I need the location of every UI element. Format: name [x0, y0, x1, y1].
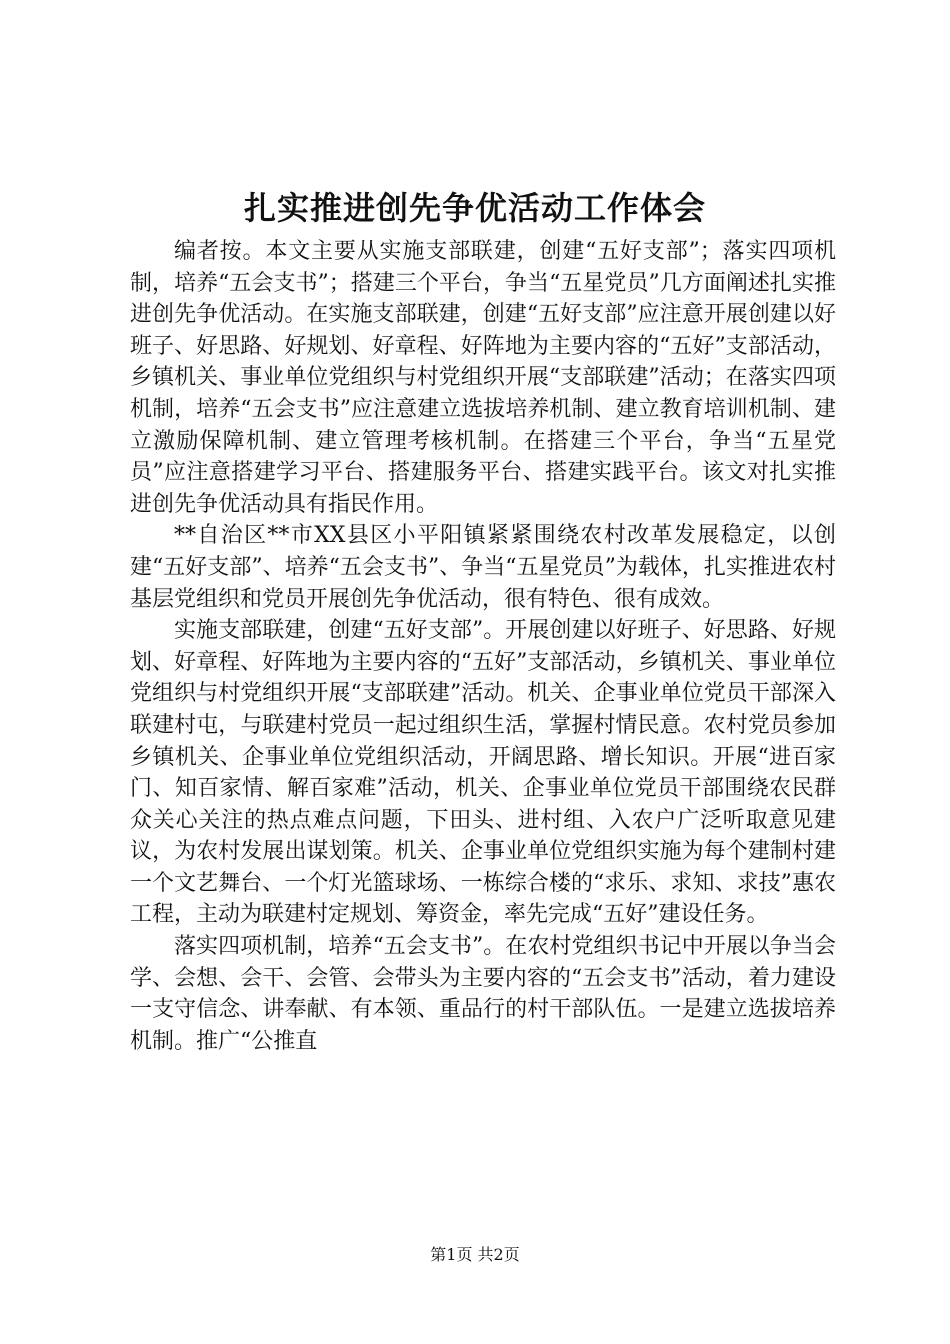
paragraph-four-mechanisms: 落实四项机制，培养“五会支书”。在农村党组织书记中开展以争当会学、会想、会干、会管、会带头为主要内容的“五会支书”活动，着力建设一支守信念、讲奉献、有本领、重品行的村干部队伍。一是建立选拔培养机制。推广“公推直 — [130, 934, 836, 1054]
page-number-footer: 第1页 共2页 — [430, 1245, 520, 1264]
paragraph-five-good-branches: 实施支部联建，创建“五好支部”。开展创建以好班子、好思路、好规划、好章程、好阵地为主要内容的“五好”支部活动，乡镇机关、事业单位党组织与村党组织开展“支部联建”活动。机关、企事业单位党员干部深入联建村屯，与联建村党员一起过组织生活，掌握村情民意。农村党员参加乡镇机关、企事业单位党组织活动，开阔思路、增长知识。开展“进百家门、知百家情、解百家难”活动，机关、企事业单位党员干部围绕农民群众关心关注的热点难点问题，下田头、进村组、入农户广泛听取意见建议，为农村发展出谋划策。机关、企事业单位党组织实施为每个建制村建一个文艺舞台、一个灯光篮球场、一栋综合楼的“求乐、求知、求技”惠农工程，主动为联建村定规划、筹资金，率先完成“五好”建设任务。 — [130, 618, 836, 928]
document-title: 扎实推进创先争优活动工作体会 — [243, 189, 706, 227]
paragraph-intro: **自治区**市XX县区小平阳镇紧紧围绕农村改革发展稳定，以创建“五好支部”、培养“五会支书”、争当“五星党员”为载体，扎实推进农村基层党组织和党员开展创先争优活动，很有特色、很有成效。 — [130, 523, 836, 612]
paragraph-editor-note: 编者按。本文主要从实施支部联建，创建“五好支部”；落实四项机制，培养“五会支书”；搭建三个平台，争当“五星党员”几方面阐述扎实推进创先争优活动。在实施支部联建，创建“五好支部”应注意开展创建以好班子、好思路、好规划、好章程、好阵地为主要内容的“五好”支部活动，乡镇机关、事业单位党组织与村党组织开展“支部联建”活动；在落实四项机制，培养“五会支书”应注意建立选拔培养机制、建立教育培训机制、建立激励保障机制、建立管理考核机制。在搭建三个平台，争当“五星党员”应注意搭建学习平台、搭建服务平台、搭建实践平台。该文对扎实推进创先争优活动具有指民作用。 — [130, 239, 836, 517]
document-body — [130, 236, 836, 1057]
